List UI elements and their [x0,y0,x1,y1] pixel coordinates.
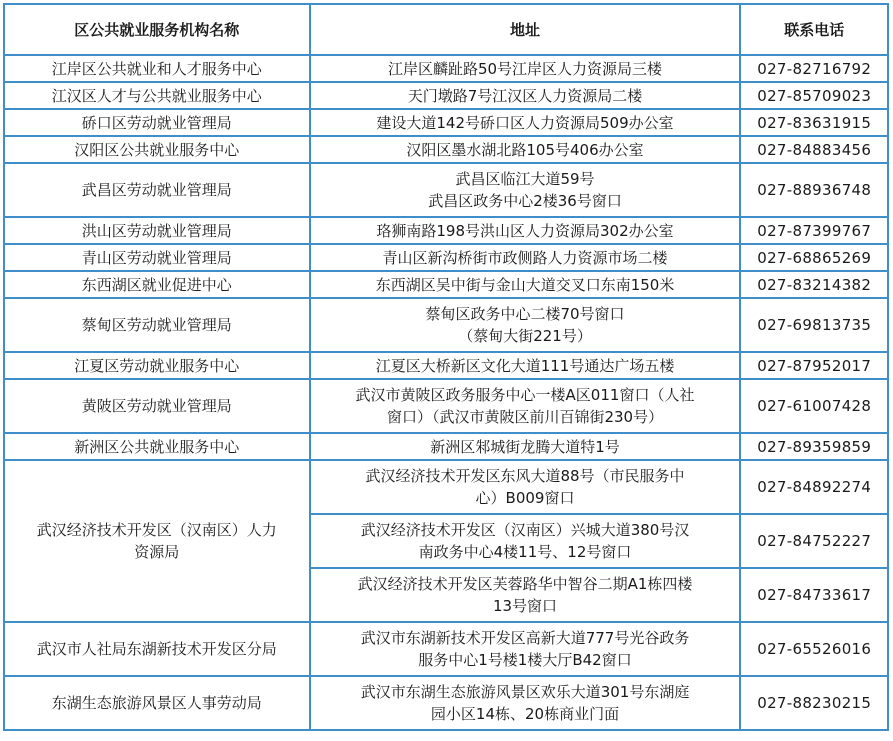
agency-name: 武汉市人社局东湖新技术开发区分局 [4,622,310,676]
agency-name: 江岸区公共就业和人才服务中心 [4,55,310,82]
table-row [4,82,888,109]
agency-name: 黄陂区劳动就业管理局 [4,379,310,433]
table-row [4,298,888,352]
agency-address: 武汉经济技术开发区（汉南区）兴城大道380号汉 南政务中心4楼11号、12号窗口 [310,514,741,568]
table-row [4,163,888,217]
agency-address: 东西湖区吴中街与金山大道交叉口东南150米 [310,271,741,298]
agency-address: 青山区新沟桥街市政侧路人力资源市场二楼 [310,244,741,271]
table-row [4,217,888,244]
agency-address: 武汉经济技术开发区东风大道88号（市民服务中 心）B009窗口 [310,460,741,514]
agency-address: 新洲区邾城街龙腾大道特1号 [310,433,741,460]
agency-address: 珞狮南路198号洪山区人力资源局302办公室 [310,217,741,244]
agency-name: 硚口区劳动就业管理局 [4,109,310,136]
agency-name: 江夏区劳动就业服务中心 [4,352,310,379]
table-row [4,244,888,271]
table-row [4,136,888,163]
agency-address: 天门墩路7号江汉区人力资源局二楼 [310,82,741,109]
table-row [4,433,888,460]
agency-name: 新洲区公共就业服务中心 [4,433,310,460]
employment-service-table [3,3,889,731]
agency-phone: 027-88230215 [740,676,888,730]
agency-phone: 027-68865269 [740,244,888,271]
table-row [4,379,888,433]
table-header-row [4,4,888,55]
agency-address: 江夏区大桥新区文化大道111号通达广场五楼 [310,352,741,379]
agency-phone: 027-84883456 [740,136,888,163]
agency-name: 蔡甸区劳动就业管理局 [4,298,310,352]
agency-address: 武汉市黄陂区政务服务中心一楼A区011窗口（人社 窗口）（武汉市黄陂区前川百锦街230号） [310,379,741,433]
table-row [4,55,888,82]
header-address: 地址 [310,4,741,55]
agency-phone: 027-82716792 [740,55,888,82]
table-row [4,460,888,514]
agency-name: 武汉经济技术开发区（汉南区）人力 资源局 [4,460,310,622]
agency-phone: 027-88936748 [740,163,888,217]
agency-phone: 027-84892274 [740,460,888,514]
agency-address: 建设大道142号硚口区人力资源局509办公室 [310,109,741,136]
header-name: 区公共就业服务机构名称 [4,4,310,55]
agency-address: 武汉经济技术开发区芙蓉路华中智谷二期A1栋四楼 13号窗口 [310,568,741,622]
agency-name: 洪山区劳动就业管理局 [4,217,310,244]
agency-address: 汉阳区墨水湖北路105号406办公室 [310,136,741,163]
table-row [4,676,888,730]
table-row [4,271,888,298]
agency-phone: 027-87952017 [740,352,888,379]
table-body [4,55,888,730]
table-row [4,622,888,676]
agency-name: 东西湖区就业促进中心 [4,271,310,298]
header-phone: 联系电话 [740,4,888,55]
agency-name: 青山区劳动就业管理局 [4,244,310,271]
agency-address: 江岸区麟趾路50号江岸区人力资源局三楼 [310,55,741,82]
agency-phone: 027-65526016 [740,622,888,676]
agency-address: 武汉市东湖新技术开发区高新大道777号光谷政务 服务中心1号楼1楼大厅B42窗口 [310,622,741,676]
agency-address: 武昌区临江大道59号 武昌区政务中心2楼36号窗口 [310,163,741,217]
agency-name: 江汉区人才与公共就业服务中心 [4,82,310,109]
agency-phone: 027-83214382 [740,271,888,298]
agency-phone: 027-69813735 [740,298,888,352]
table-row [4,352,888,379]
agency-phone: 027-89359859 [740,433,888,460]
agency-name: 汉阳区公共就业服务中心 [4,136,310,163]
agency-phone: 027-84733617 [740,568,888,622]
agency-phone: 027-61007428 [740,379,888,433]
table-row [4,109,888,136]
agency-address: 武汉市东湖生态旅游风景区欢乐大道301号东湖庭 园小区14栋、20栋商业门面 [310,676,741,730]
agency-phone: 027-83631915 [740,109,888,136]
agency-name: 东湖生态旅游风景区人事劳动局 [4,676,310,730]
agency-phone: 027-84752227 [740,514,888,568]
agency-name: 武昌区劳动就业管理局 [4,163,310,217]
agency-phone: 027-85709023 [740,82,888,109]
agency-phone: 027-87399767 [740,217,888,244]
agency-address: 蔡甸区政务中心二楼70号窗口 （蔡甸大街221号） [310,298,741,352]
